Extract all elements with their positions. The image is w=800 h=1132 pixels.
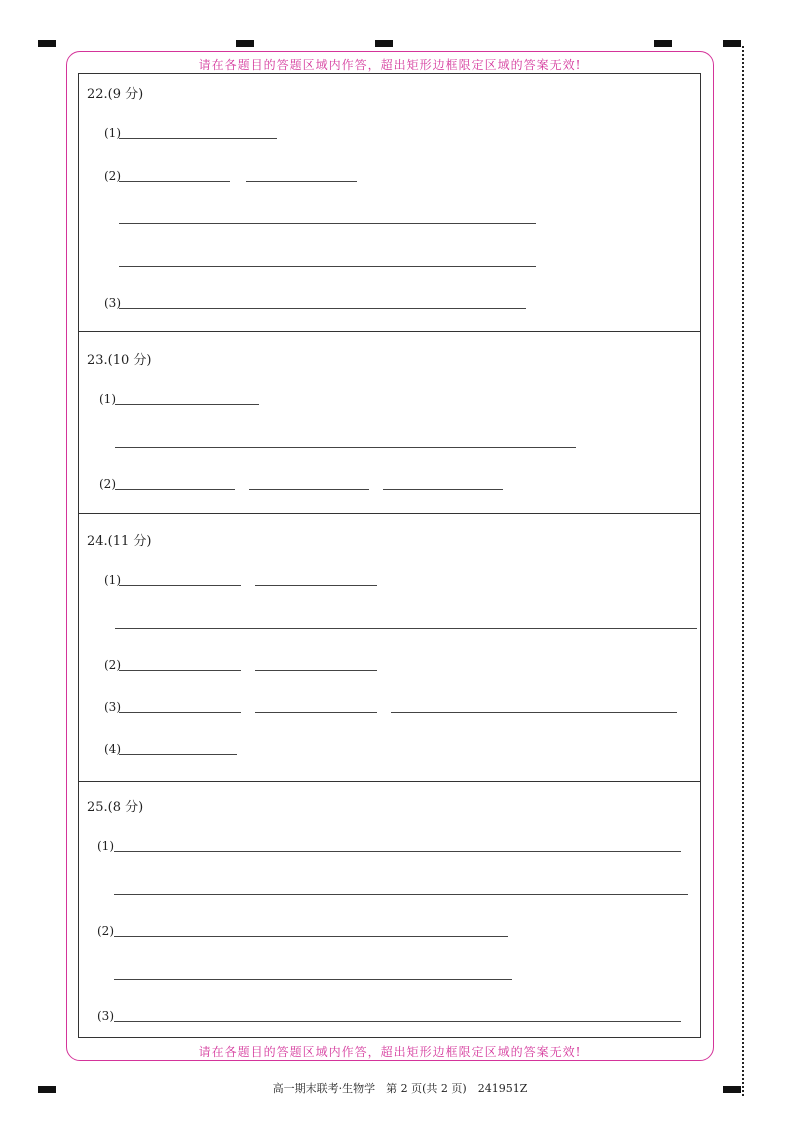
- section-divider: [79, 331, 700, 332]
- answer-box: [78, 73, 701, 1038]
- alignment-mark: [654, 40, 672, 47]
- sub-label: (3): [97, 1009, 114, 1023]
- answer-line[interactable]: [119, 585, 241, 586]
- answer-line[interactable]: [114, 851, 681, 852]
- alignment-mark: [375, 40, 393, 47]
- sub-label: (3): [104, 700, 121, 714]
- answer-line[interactable]: [246, 181, 357, 182]
- answer-line[interactable]: [249, 489, 369, 490]
- answer-line[interactable]: [391, 712, 677, 713]
- answer-line[interactable]: [115, 447, 576, 448]
- header-warning: 请在各题目的答题区域内作答，超出矩形边框限定区域的答案无效!: [198, 58, 582, 72]
- page-footer: 高一期末联考·生物学 第 2 页(共 2 页) 241951Z: [272, 1082, 528, 1095]
- alignment-mark: [723, 40, 741, 47]
- answer-line[interactable]: [255, 585, 377, 586]
- question-title: 23.(10 分): [87, 353, 152, 368]
- answer-line[interactable]: [114, 894, 688, 895]
- sub-label: (2): [99, 477, 116, 491]
- answer-line[interactable]: [114, 979, 512, 980]
- binding-line: [742, 46, 744, 1096]
- answer-line[interactable]: [119, 670, 241, 671]
- sub-label: (2): [104, 169, 121, 183]
- alignment-mark: [236, 40, 254, 47]
- answer-line[interactable]: [115, 628, 697, 629]
- alignment-mark: [38, 40, 56, 47]
- answer-line[interactable]: [255, 670, 377, 671]
- answer-line[interactable]: [115, 489, 235, 490]
- answer-line[interactable]: [119, 181, 230, 182]
- section-divider: [79, 781, 700, 782]
- answer-line[interactable]: [119, 308, 526, 309]
- sub-label: (1): [99, 392, 116, 406]
- section-divider: [79, 513, 700, 514]
- answer-line[interactable]: [383, 489, 503, 490]
- question-title: 25.(8 分): [87, 800, 144, 815]
- sub-label: (3): [104, 296, 121, 310]
- answer-line[interactable]: [119, 754, 237, 755]
- question-title: 24.(11 分): [87, 534, 152, 549]
- answer-line[interactable]: [119, 138, 277, 139]
- answer-line[interactable]: [119, 223, 536, 224]
- answer-line[interactable]: [119, 266, 536, 267]
- question-title: 22.(9 分): [87, 87, 144, 102]
- answer-line[interactable]: [115, 404, 259, 405]
- answer-line[interactable]: [114, 1021, 681, 1022]
- sub-label: (2): [97, 924, 114, 938]
- sub-label: (1): [104, 126, 121, 140]
- footer-warning: 请在各题目的答题区域内作答，超出矩形边框限定区域的答案无效!: [198, 1045, 582, 1059]
- answer-line[interactable]: [119, 712, 241, 713]
- sub-label: (2): [104, 658, 121, 672]
- sub-label: (1): [104, 573, 121, 587]
- sub-label: (1): [97, 839, 114, 853]
- answer-line[interactable]: [255, 712, 377, 713]
- sub-label: (4): [104, 742, 121, 756]
- answer-line[interactable]: [114, 936, 508, 937]
